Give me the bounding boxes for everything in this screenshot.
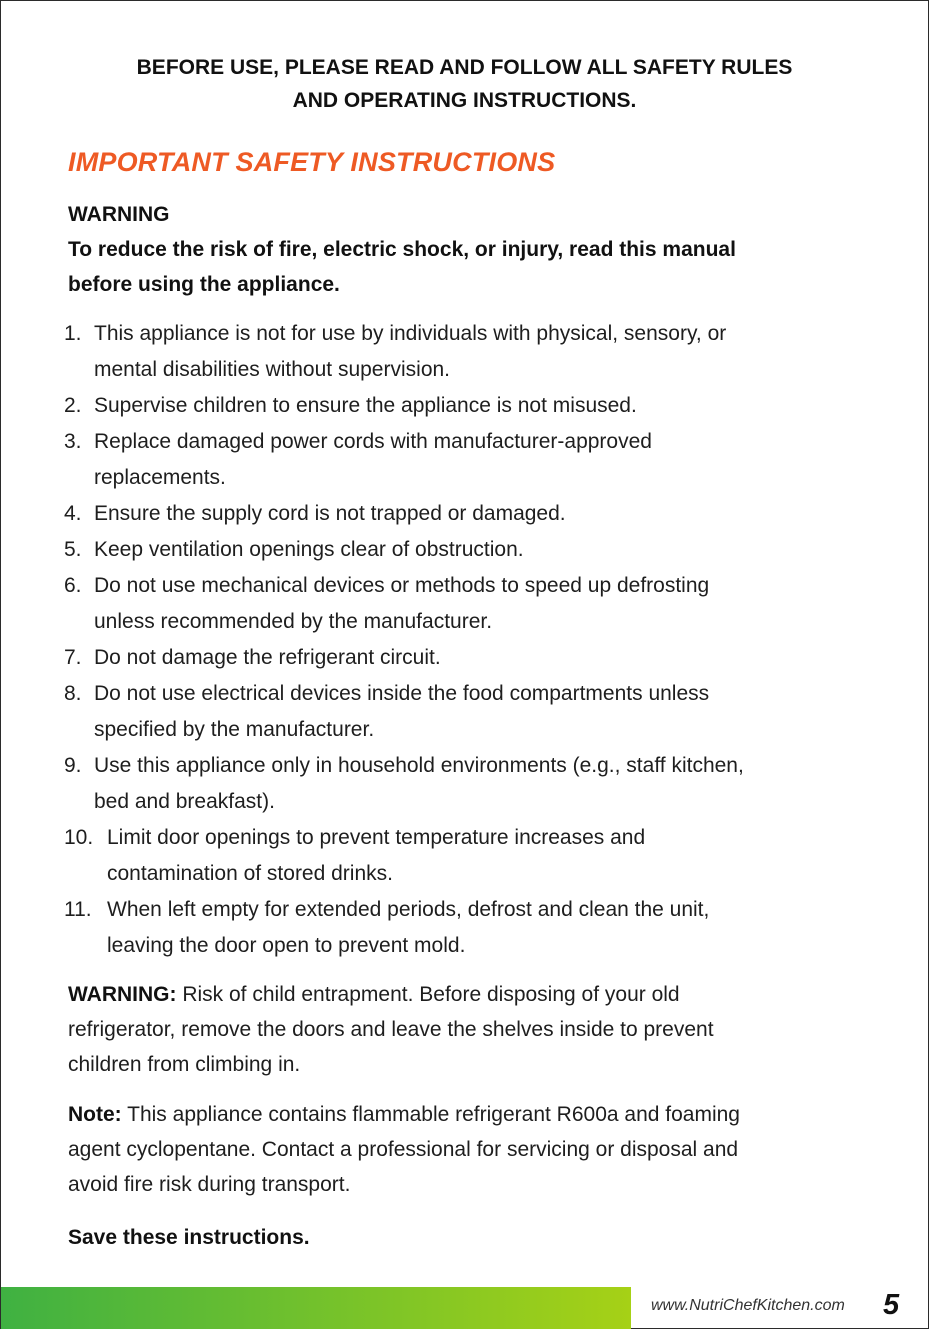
warning-block (68, 197, 868, 302)
rule-text-line: Replace damaged power cords with manufacturer-approved (94, 430, 652, 453)
rule-number: 10. (64, 826, 94, 849)
safety-rule-item (64, 892, 864, 964)
safety-rule-item (64, 388, 864, 424)
child-warning-label: WARNING: (68, 983, 177, 1006)
rule-text-line: leaving the door open to prevent mold. (107, 934, 466, 957)
rule-number: 3. (64, 430, 82, 453)
rule-text-line: When left empty for extended periods, defrost and clean the unit, (107, 898, 710, 921)
rule-text (94, 640, 441, 676)
safety-rule-item (64, 568, 864, 640)
rule-text-line: bed and breakfast). (94, 790, 275, 813)
rule-number: 8. (64, 682, 82, 705)
rule-number: 5. (64, 538, 82, 561)
rule-text (94, 316, 726, 388)
refrigerant-note (68, 1097, 858, 1202)
rule-text (94, 532, 524, 568)
section-title: IMPORTANT SAFETY INSTRUCTIONS (68, 147, 556, 177)
safety-rule-item (64, 316, 864, 388)
rule-text-line: Limit door openings to prevent temperature increases and (107, 826, 646, 849)
rule-text-line: Keep ventilation openings clear of obstruction. (94, 538, 524, 561)
page-number: 5 (883, 1289, 900, 1321)
child-entrapment-warning (68, 977, 858, 1082)
rule-number: 9. (64, 754, 82, 777)
rule-number: 7. (64, 646, 82, 669)
rule-number: 6. (64, 574, 82, 597)
warning-line-1: To reduce the risk of fire, electric shock, or injury, read this manual (68, 238, 736, 261)
note-label: Note: (68, 1103, 122, 1126)
rule-text (107, 892, 709, 964)
rule-text (94, 388, 637, 424)
rule-number: 11. (64, 898, 92, 921)
note-line-2: agent cyclopentane. Contact a professional for servicing or disposal and (68, 1138, 739, 1161)
safety-rule-item (64, 532, 864, 568)
rule-text-line: mental disabilities without supervision. (94, 358, 451, 381)
child-warning-line-3: children from climbing in. (68, 1053, 301, 1076)
save-instructions: Save these instructions. (68, 1226, 310, 1249)
rule-number: 2. (64, 394, 82, 417)
note-line-3: avoid fire risk during transport. (68, 1173, 351, 1196)
safety-rule-item (64, 640, 864, 676)
rule-text-line: contamination of stored drinks. (107, 862, 393, 885)
rule-text-line: Do not use mechanical devices or methods to speed up defrosting (94, 574, 710, 597)
rule-text-line: replacements. (94, 466, 226, 489)
rule-text-line: specified by the manufacturer. (94, 718, 375, 741)
child-warning-line-2: refrigerator, remove the doors and leave the shelves inside to prevent (68, 1018, 714, 1041)
note-line-1: This appliance contains flammable refrigerant R600a and foaming (121, 1103, 740, 1126)
rule-number: 1. (64, 322, 82, 345)
safety-rule-item (64, 424, 864, 496)
rule-text (94, 568, 709, 640)
website-url[interactable]: www.NutriChefKitchen.com (651, 1297, 845, 1314)
rule-text-line: Ensure the supply cord is not trapped or damaged. (94, 502, 566, 525)
safety-rule-item (64, 820, 864, 892)
rule-text (107, 820, 645, 892)
footer-gradient-bar (1, 1287, 631, 1329)
rule-text-line: Do not use electrical devices inside the food compartments unless (94, 682, 710, 705)
warning-heading: WARNING (68, 203, 170, 226)
rule-text-line: Do not damage the refrigerant circuit. (94, 646, 441, 669)
rule-text-line: Use this appliance only in household environments (e.g., staff kitchen, (94, 754, 744, 777)
rule-text (94, 748, 744, 820)
header-line-2: AND OPERATING INSTRUCTIONS. (292, 89, 637, 112)
rule-text (94, 424, 652, 496)
rule-text-line: unless recommended by the manufacturer. (94, 610, 493, 633)
header-line-1: BEFORE USE, PLEASE READ AND FOLLOW ALL SAFETY RULES (136, 56, 793, 79)
child-warning-line-1: Risk of child entrapment. Before disposing of your old (176, 983, 680, 1006)
safety-rule-item (64, 496, 864, 532)
safety-rule-item (64, 676, 864, 748)
read-instructions-header (1, 51, 928, 117)
rule-text (94, 676, 709, 748)
safety-rules-list (64, 316, 864, 964)
warning-line-2: before using the appliance. (68, 273, 340, 296)
rule-text-line: This appliance is not for use by individuals with physical, sensory, or (94, 322, 727, 345)
rule-text-line: Supervise children to ensure the appliance is not misused. (94, 394, 637, 417)
rule-number: 4. (64, 502, 82, 525)
rule-text (94, 496, 566, 532)
safety-rule-item (64, 748, 864, 820)
